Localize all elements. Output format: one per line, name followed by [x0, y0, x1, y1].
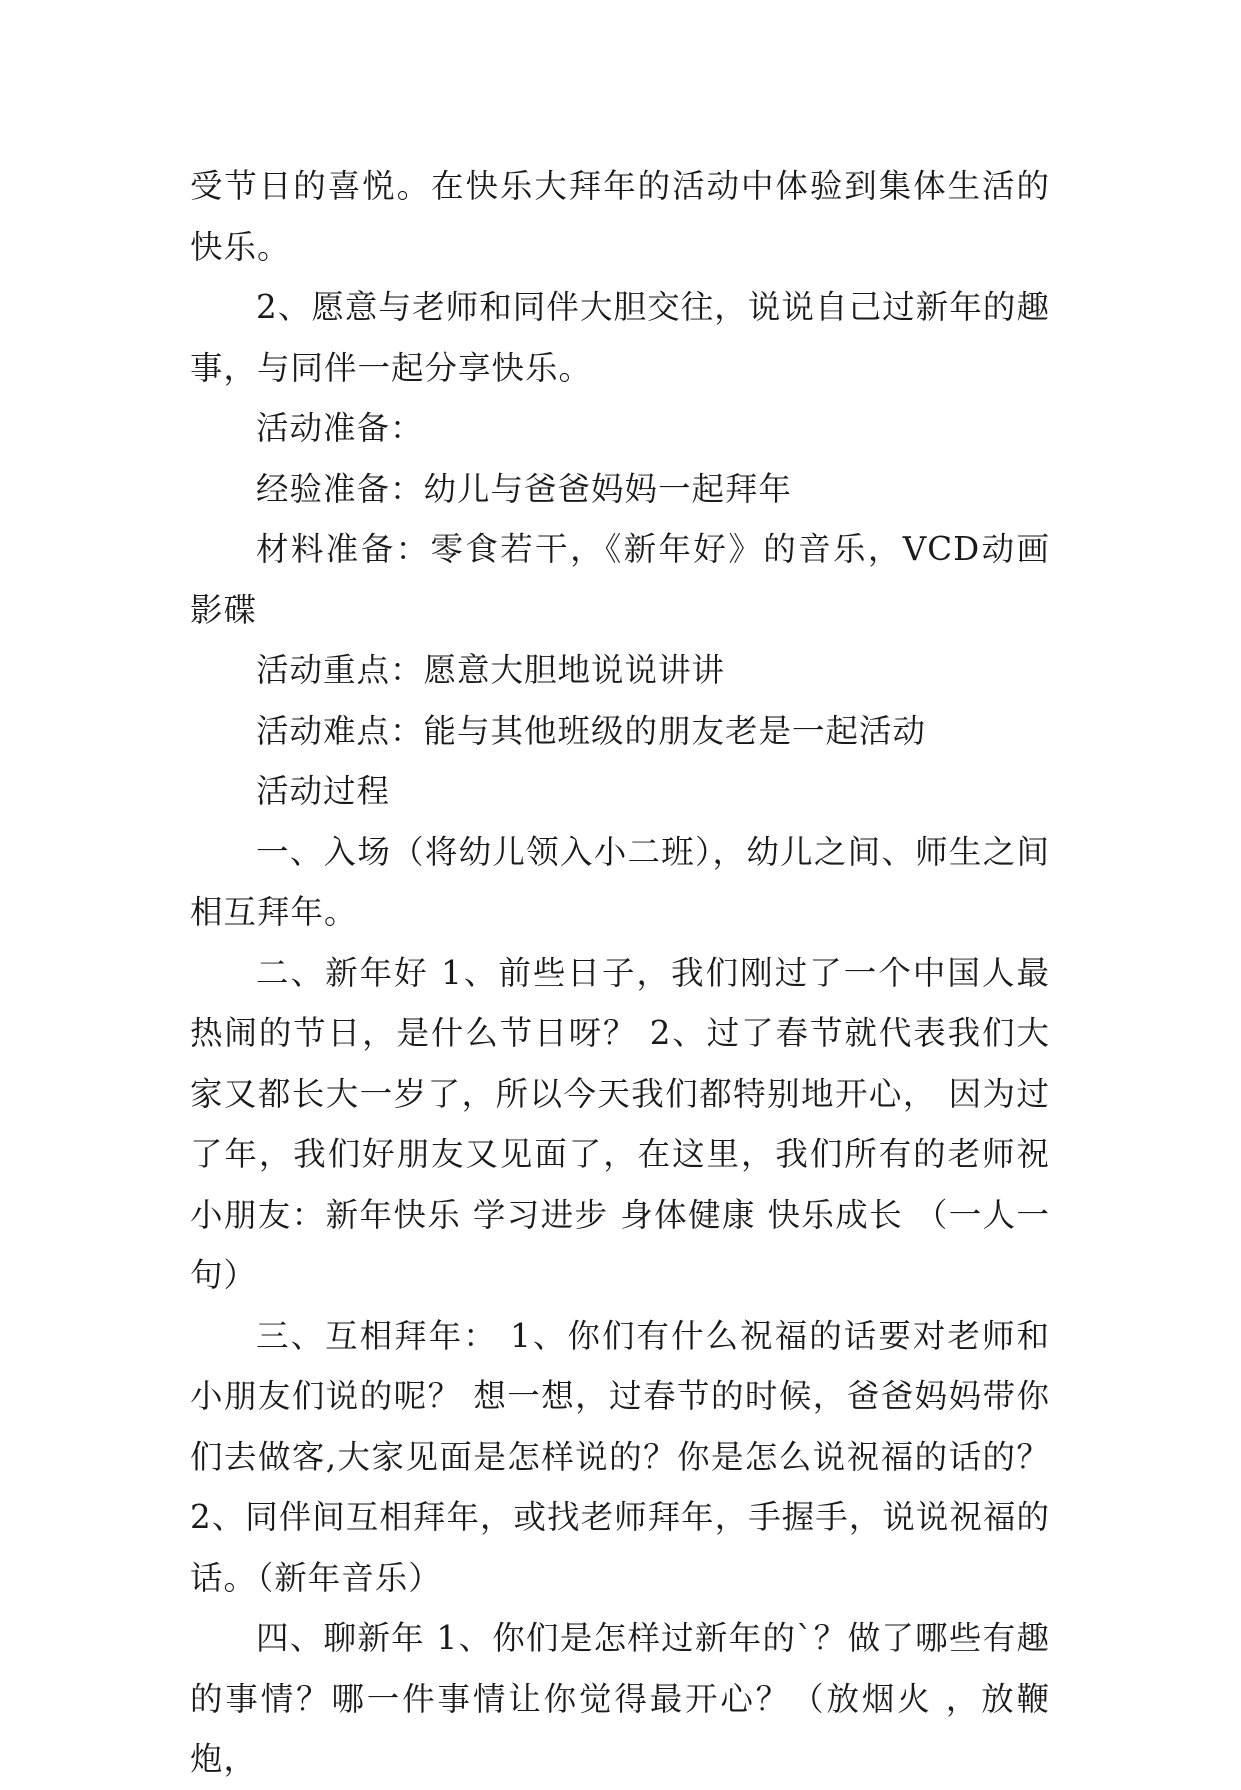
paragraph-10: 二、新年好 1、前些日子，我们刚过了一个中国人最热闹的节日，是什么节日呀？ 2、过了春节就代表我们大家又都长大一岁了，所以今天我们都特别地开心， 因为过了年，我们好朋友又见面了，在这里，我们所有的老师祝小朋友：新年快乐 学习进步 身体健康 快乐成长 （一人一句） — [190, 953, 1050, 1294]
paragraph-1: 受节日的喜悦。在快乐大拜年的活动中体验到集体生活的快乐。 — [190, 167, 1050, 266]
paragraph-7: 活动难点：能与其他班级的朋友老是一起活动 — [256, 711, 927, 750]
paragraph-11: 三、互相拜年： 1、你们有什么祝福的话要对老师和小朋友们说的呢？ 想一想，过春节的时候，爸爸妈妈带你们去做客,大家见面是怎样说的？你是怎么说祝福的话的？ 2、同伴间互相拜年，或找老师拜年，手握手，说说祝福的话。（新年音乐） — [190, 1316, 1050, 1597]
document-body — [190, 156, 1050, 1790]
paragraph-12: 四、聊新年 1、你们是怎样过新年的`？做了哪些有趣的事情？哪一件事情让你觉得最开心？（放烟火 ，放鞭炮， — [190, 1619, 1050, 1778]
paragraph-8: 活动过程 — [256, 772, 391, 810]
paragraph-3: 活动准备： — [256, 409, 424, 447]
paragraph-5: 材料准备：零食若干，《新年好》的音乐，VCD动画影碟 — [190, 530, 1050, 629]
paragraph-6: 活动重点：愿意大胆地说说讲讲 — [256, 651, 726, 689]
paragraph-9: 一、入场（将幼儿领入小二班），幼儿之间、师生之间相互拜年。 — [190, 832, 1050, 931]
paragraph-2: 2、愿意与老师和同伴大胆交往，说说自己过新年的趣事，与同伴一起分享快乐。 — [190, 288, 1050, 387]
paragraph-4: 经验准备：幼儿与爸爸妈妈一起拜年 — [256, 469, 793, 508]
